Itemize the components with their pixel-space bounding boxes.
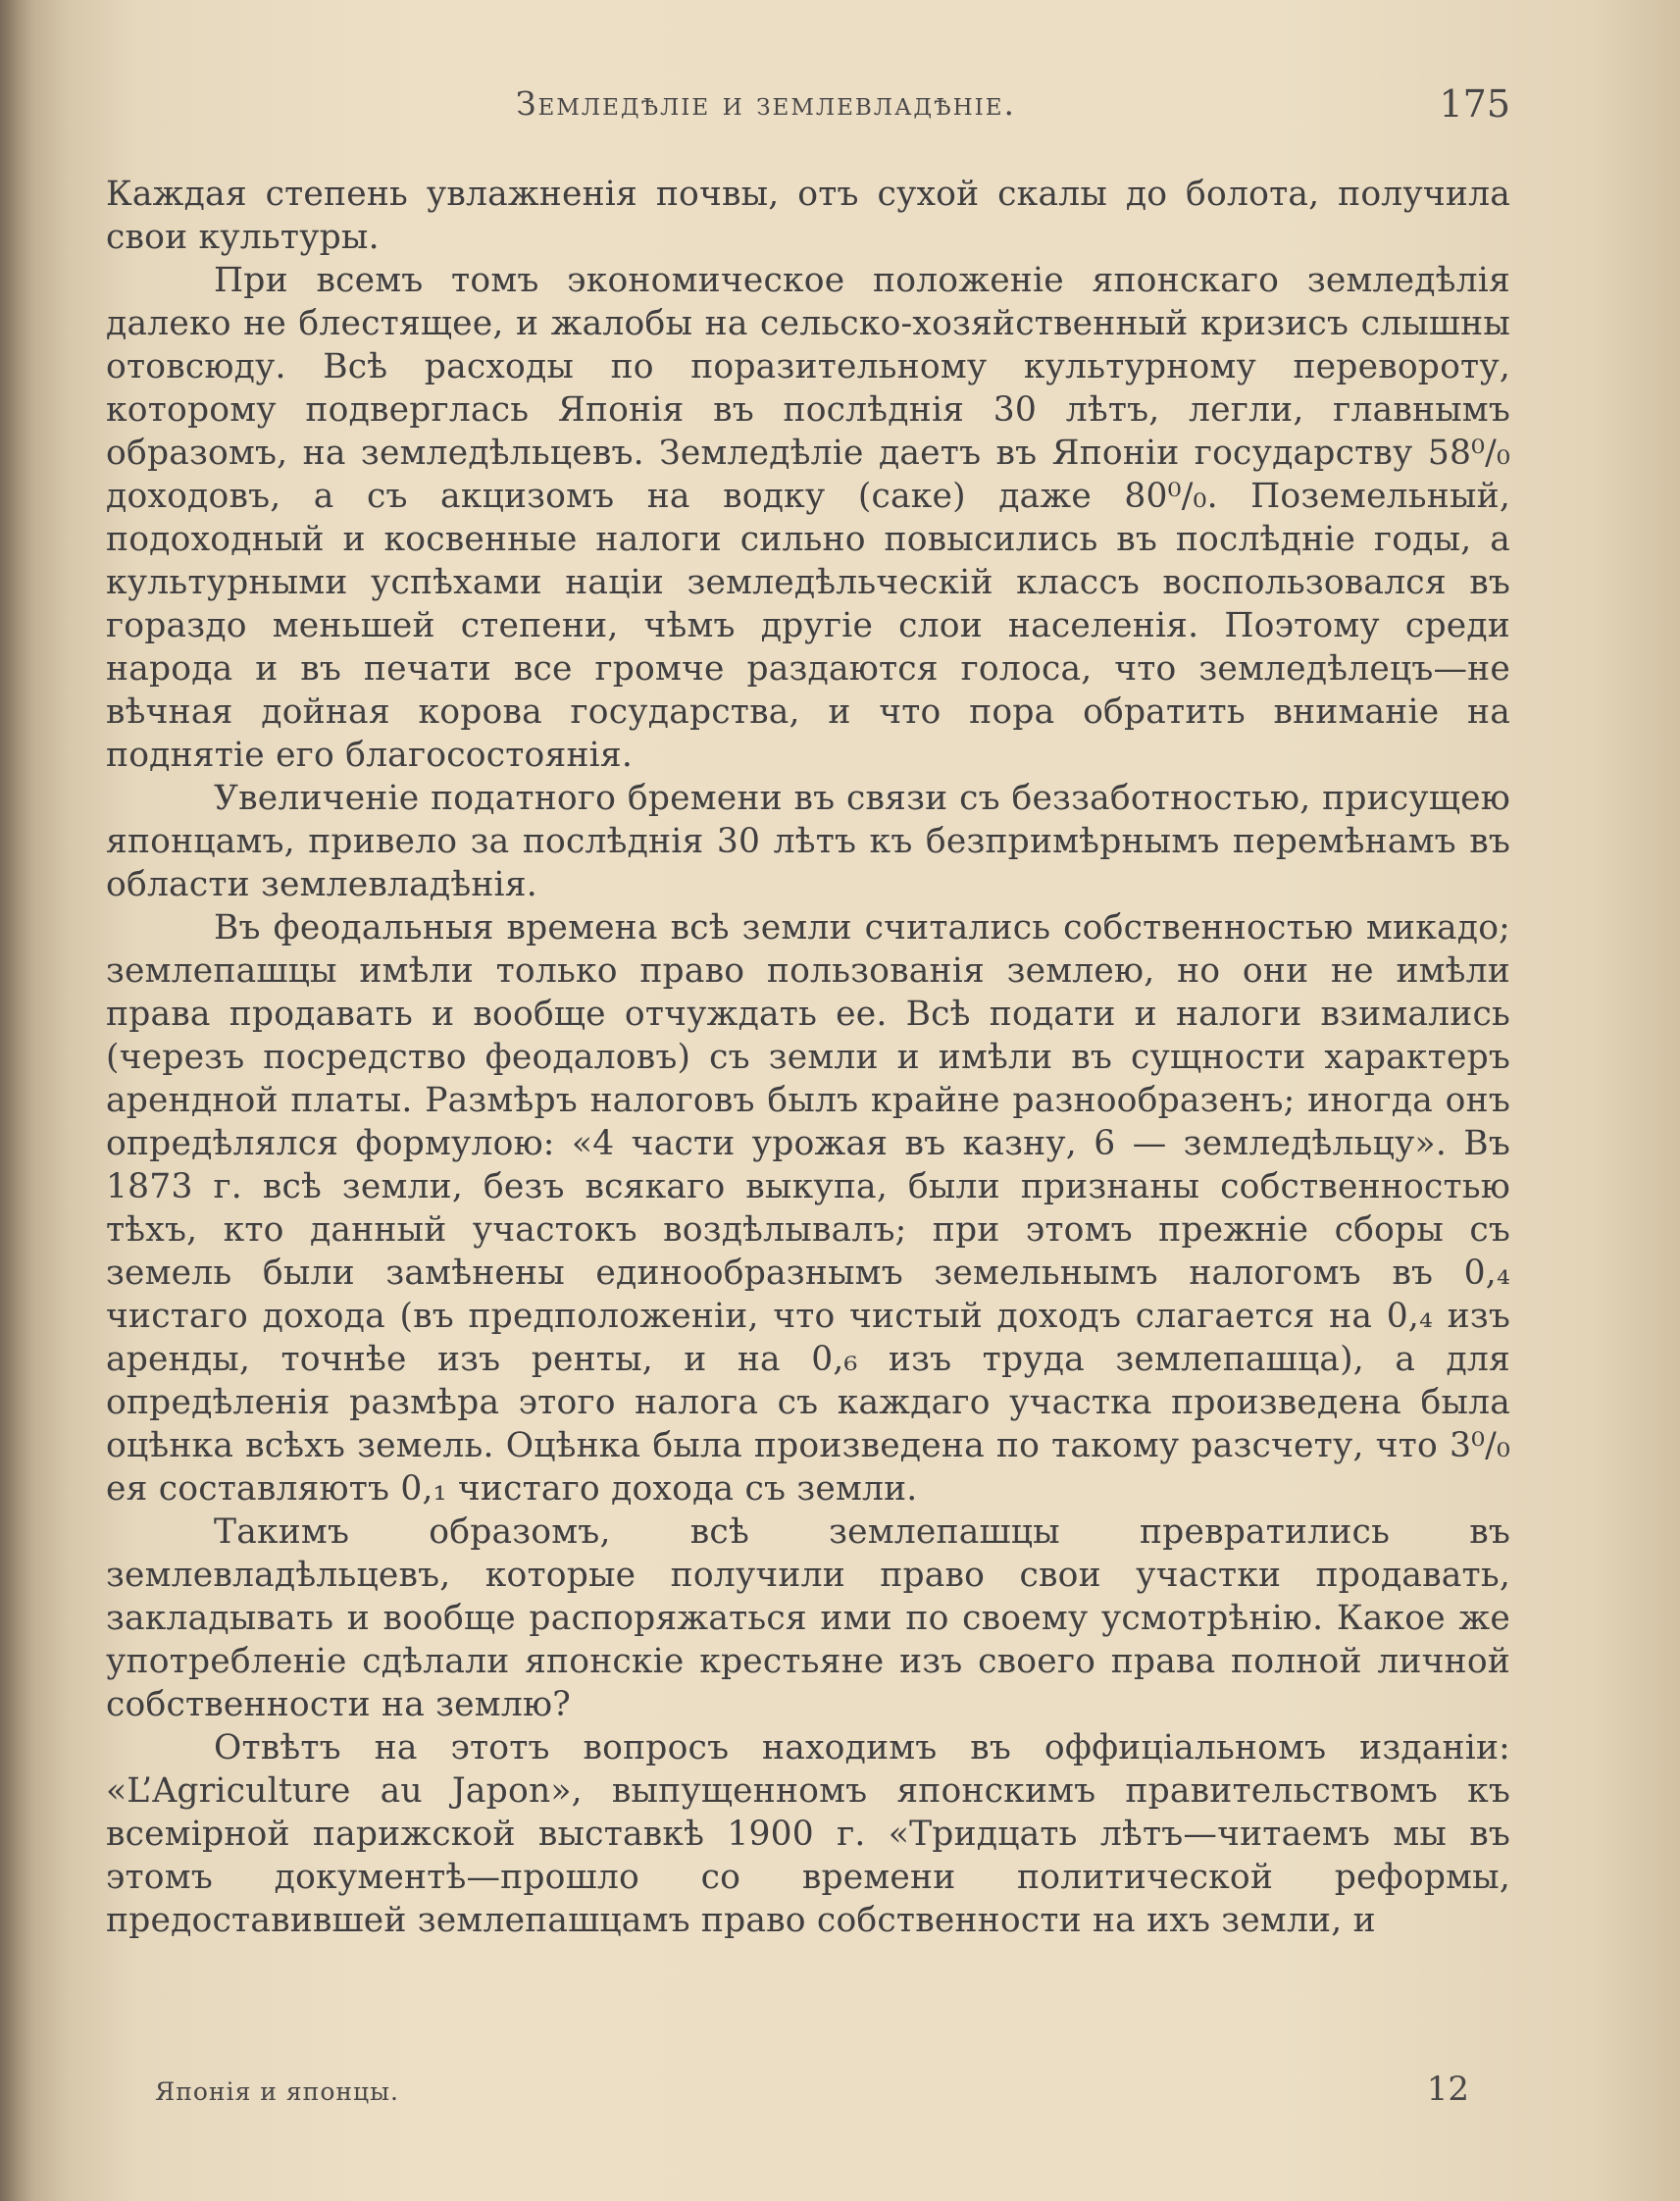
page-footer <box>155 2070 1469 2119</box>
page-header <box>106 84 1510 143</box>
paragraph: Каждая степень увлажненія почвы, отъ сухой скалы до болота, получила свои культуры. <box>106 175 1510 257</box>
running-head: Земледѣліе и землевладѣніе. <box>516 84 1017 123</box>
spine-shadow <box>0 0 33 2201</box>
page-number: 175 <box>1439 82 1510 126</box>
paragraph: Отвѣтъ на этотъ вопросъ находимъ въ оффиціальномъ изданіи: «L’Agriculture au Japon», выпущенномъ японскимъ правительствомъ къ всемірной парижской выставкѣ 1900 г. «Тридцать лѣтъ—читаемъ мы въ этомъ документѣ—прошло со времени политической реформы, предоставившей землепашцамъ право собственности на ихъ земли, и <box>106 1728 1510 1940</box>
sheet-number: 12 <box>1426 2070 1469 2109</box>
paragraph: Увеличеніе податного бремени въ связи съ беззаботностью, присущею японцамъ, привело за послѣднія 30 лѣтъ къ безпримѣрнымъ перемѣнамъ въ области землевладѣнія. <box>106 779 1510 904</box>
paragraph: Въ феодальныя времена всѣ земли считались собственностью микадо; землепашцы имѣли только право пользованія землею, но они не имѣли права продавать и вообще отчуждать ее. Всѣ подати и налоги взимались (черезъ посредство феодаловъ) съ земли и имѣли въ сущности характеръ арендной платы. Размѣръ налоговъ былъ крайне разнообразенъ; иногда онъ опредѣлялся формулою: «4 части урожая въ казну, 6 — земледѣльцу». Въ 1873 г. всѣ земли, безъ всякаго выкупа, были признаны собственностью тѣхъ, кто данный участокъ воздѣлывалъ; при этомъ прежніе сборы съ земель были замѣнены единообразнымъ земельнымъ налогомъ въ 0,₄ чистаго дохода (въ предположеніи, что чистый доходъ слагается на 0,₄ изъ аренды, точнѣе изъ ренты, и на 0,₆ изъ труда землепашца), а для опредѣленія размѣра этого налога съ каждаго участка произведена была оцѣнка всѣхъ земель. Оцѣнка была произведена по такому разсчету, что 3⁰/₀ ея составляютъ 0,₁ чистаго дохода съ земли. <box>106 908 1510 1509</box>
paragraph: При всемъ томъ экономическое положеніе японскаго земледѣлія далеко не блестящее, и жалобы на сельско-хозяйственный кризисъ слышны отовсюду. Всѣ расходы по поразительному культурному перевороту, которому подверглась Японія въ послѣднія 30 лѣтъ, легли, главнымъ образомъ, на земледѣльцевъ. Земледѣліе даетъ въ Японіи государству 58⁰/₀ доходовъ, а съ акцизомъ на водку (саке) даже 80⁰/₀. Поземельный, подоходный и косвенные налоги сильно повысились въ послѣдніе годы, а культурными успѣхами націи земледѣльческій классъ воспользовался въ гораздо меньшей степени, чѣмъ другіе слои населенія. Поэтому среди народа и въ печати все громче раздаются голоса, что земледѣлецъ—не вѣчная дойная корова государства, и что пора обратить вниманіе на поднятіе его благосостоянія. <box>106 261 1510 775</box>
body-text <box>106 173 1510 2036</box>
signature-mark: Японія и японцы. <box>155 2077 399 2106</box>
paragraph: Такимъ образомъ, всѣ землепашцы превратились въ землевладѣльцевъ, которые получили право свои участки продавать, закладывать и вообще распоряжаться ими по своему усмотрѣнію. Какое же употребленіе сдѣлали японскіе крестьяне изъ своего права полной личной собственности на землю? <box>106 1512 1510 1724</box>
